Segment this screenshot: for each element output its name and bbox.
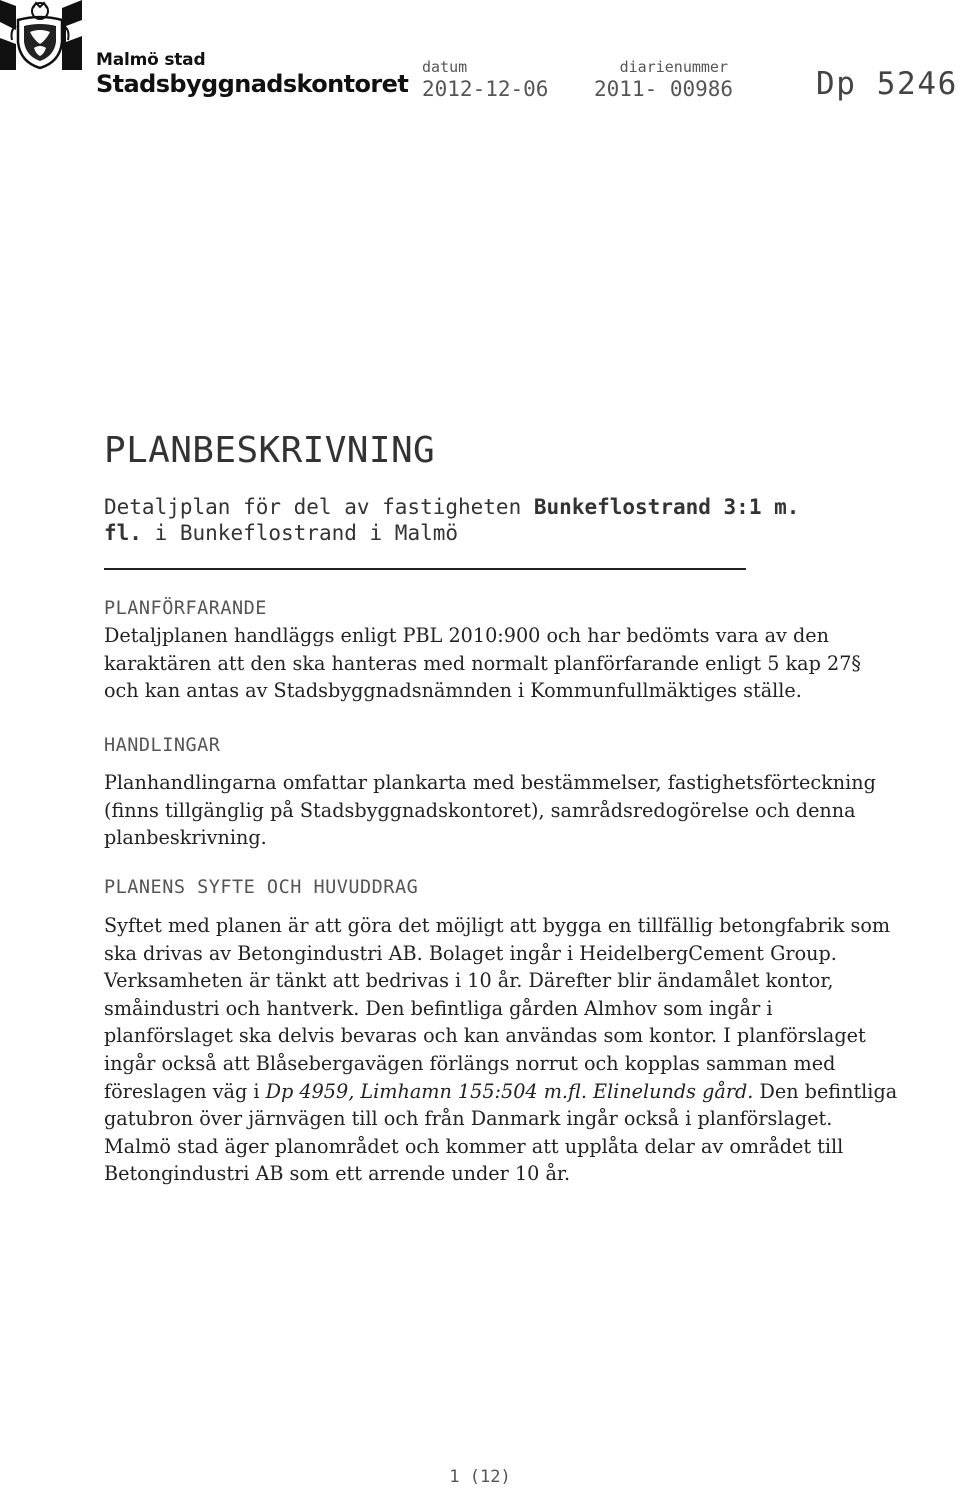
paragraph-line: ska drivas av Betongindustri AB. Bolaget ingår i HeidelbergCement Group. — [104, 941, 837, 965]
paragraph-line: Malmö stad äger planområdet och kommer att upplåta delar av området till — [104, 1134, 844, 1158]
plan-reference: Dp 4959, Limhamn 155:504 m.fl. Elinelunds gård. — [265, 1079, 754, 1103]
page-number: 1 (12) — [449, 1467, 511, 1487]
paragraph-line: gatubron över järnvägen till och från Danmark ingår också i planförslaget. — [104, 1107, 833, 1131]
section-body-syfte — [104, 912, 898, 1188]
paragraph-line: småindustri och hantverk. Den befintliga gården Almhov som ingår i — [104, 996, 773, 1020]
diarienummer-block — [594, 58, 756, 102]
paragraph-line: planförslaget ska delvis bevaras och kan användas som kontor. I planförslaget — [104, 1024, 866, 1048]
section-heading-handlingar: HANDLINGAR — [104, 735, 221, 756]
document-number: Dp 5246 — [816, 66, 958, 102]
paragraph-line: karaktären att den ska hanteras med normalt planförfarande enligt 5 kap 27§ — [104, 651, 862, 675]
section-heading-syfte: PLANENS SYFTE OCH HUVUDDRAG — [104, 877, 419, 898]
datum-value: 2012-12-06 — [422, 77, 549, 101]
paragraph-line: och kan antas av Stadsbyggnadsnämnden i Kommunfullmäktiges ställe. — [104, 679, 802, 703]
paragraph-line: (finns tillgänglig på Stadsbyggnadskontoret), samrådsredogörelse och denna — [104, 798, 856, 822]
datum-label: datum — [422, 58, 468, 76]
paragraph-line: Planhandlingarna omfattar plankarta med bestämmelser, fastighetsförteckning — [104, 771, 876, 794]
line-text: Den befintliga — [753, 1079, 898, 1103]
paragraph-line: planbeskrivning. — [104, 826, 267, 850]
section-body-handlingar — [104, 769, 874, 852]
section-heading-planforfarande: PLANFÖRFARANDE — [104, 598, 267, 619]
document-subtitle — [104, 494, 844, 546]
malmo-coat-of-arms-logo — [0, 0, 82, 70]
paragraph-line: Betongindustri AB som ett arrende under 10 år. — [104, 1162, 571, 1186]
subtitle-property: Bunkeflostrand 3:1 m. fl. — [104, 495, 800, 545]
paragraph-line: Detaljplanen handläggs enligt PBL 2010:900 och har bedömts vara av den — [104, 624, 829, 647]
org-department: Stadsbyggnadskontoret — [96, 70, 409, 98]
page-title: PLANBESKRIVNING — [104, 430, 436, 471]
section-body-planforfarande — [104, 622, 874, 705]
diarienummer-value: 2011- 00986 — [594, 77, 734, 101]
paragraph-line: Syftet med planen är att göra det möjligt att bygga en tillfällig betongfabrik som — [104, 914, 891, 937]
paragraph-line: Verksamheten är tänkt att bedrivas i 10 år. Därefter blir ändamålet kontor, — [104, 969, 834, 993]
paragraph-line — [104, 1078, 898, 1106]
subtitle-prefix: Detaljplan för del av fastigheten — [104, 495, 522, 519]
paragraph-line: ingår också att Blåsebergavägen förlängs norrut och kopplas samman med — [104, 1051, 836, 1075]
org-name: Malmö stad — [96, 50, 206, 70]
datum-block — [422, 58, 548, 102]
diarienummer-label: diarienummer — [619, 58, 728, 76]
subtitle-suffix: i Bunkeflostrand i Malmö — [141, 521, 459, 545]
title-divider — [104, 568, 746, 570]
line-text: föreslagen väg i — [104, 1079, 266, 1103]
org-block — [96, 50, 408, 98]
